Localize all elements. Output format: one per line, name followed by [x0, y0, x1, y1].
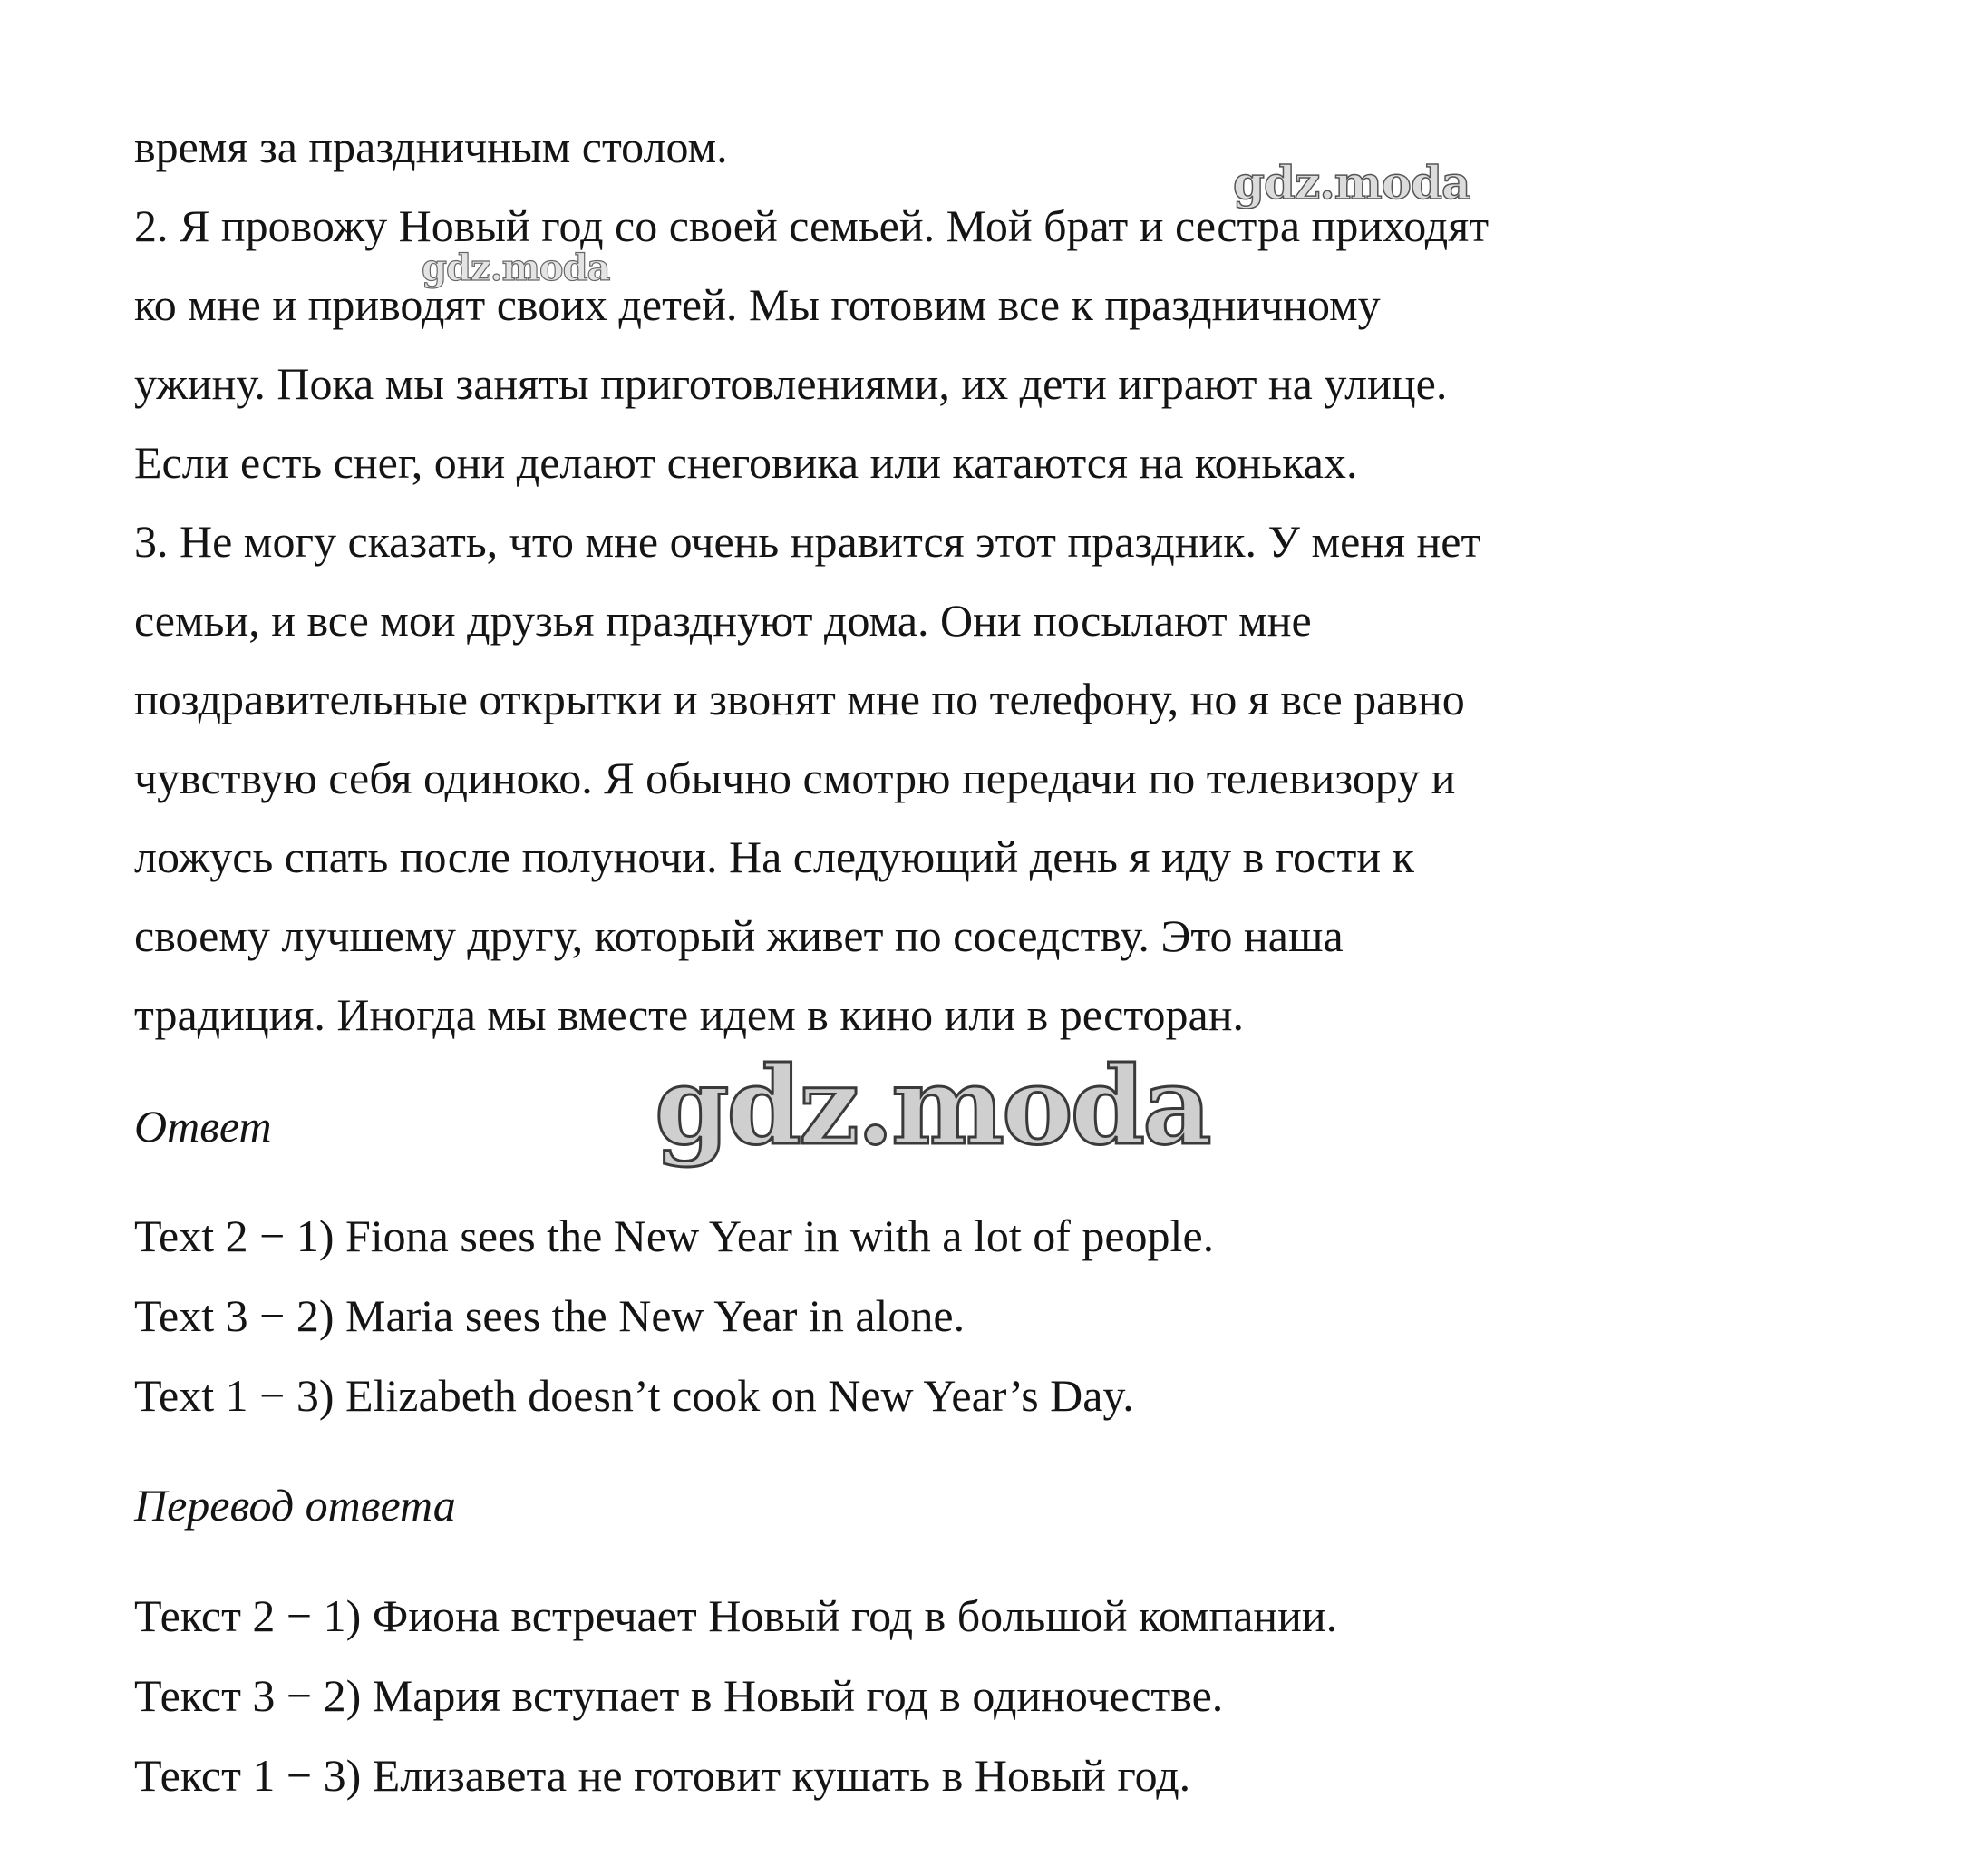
body-line-2: 2. Я провожу Новый год со своей семьей. Мой брат и сестра приходят	[134, 200, 1490, 251]
translation-line-2: Текст 3 − 2) Мария вступает в Новый год в одиночестве.	[134, 1670, 1224, 1721]
watermark-center: gdz.moda	[655, 1043, 1209, 1169]
answer-line-3: Text 1 − 3) Elizabeth doesn’t cook on New Year’s Day.	[134, 1370, 1134, 1421]
body-line-5: Если есть снег, они делают снеговика или катаются на коньках.	[134, 437, 1358, 488]
body-line-4: ужину. Пока мы заняты приготовлениями, их дети играют на улице.	[134, 358, 1448, 409]
body-line-12: традиция. Иногда мы вместе идем в кино или в ресторан.	[134, 989, 1244, 1040]
watermark-top-left: gdz.moda	[422, 247, 610, 289]
body-line-1: время за праздничным столом.	[134, 122, 728, 172]
translation-line-3: Текст 1 − 3) Елизавета не готовит кушать в Новый год.	[134, 1750, 1191, 1801]
translation-line-1: Текст 2 − 1) Фиона встречает Новый год в большой компании.	[134, 1590, 1338, 1641]
body-line-3: ко мне и приводят своих детей. Мы готовим все к праздничному	[134, 279, 1381, 330]
answer-line-2: Text 3 − 2) Maria sees the New Year in alone.	[134, 1290, 966, 1341]
body-line-11: своему лучшему другу, который живет по соседству. Это наша	[134, 910, 1344, 961]
watermark-top-right: gdz.moda	[1233, 156, 1470, 209]
translation-heading: Перевод ответа	[134, 1480, 456, 1531]
answer-line-1: Text 2 − 1) Fiona sees the New Year in with a lot of people.	[134, 1210, 1215, 1261]
body-line-9: чувствую себя одиноко. Я обычно смотрю передачи по телевизору и	[134, 753, 1456, 803]
body-line-6: 3. Не могу сказать, что мне очень нравится этот праздник. У меня нет	[134, 516, 1481, 567]
body-line-8: поздравительные открытки и звонят мне по телефону, но я все равно	[134, 674, 1465, 724]
body-line-7: семьи, и все мои друзья празднуют дома. Они посылают мне	[134, 595, 1312, 646]
answer-heading: Ответ	[134, 1101, 272, 1152]
body-line-10: ложусь спать после полуночи. На следующий день я иду в гости к	[134, 831, 1414, 882]
